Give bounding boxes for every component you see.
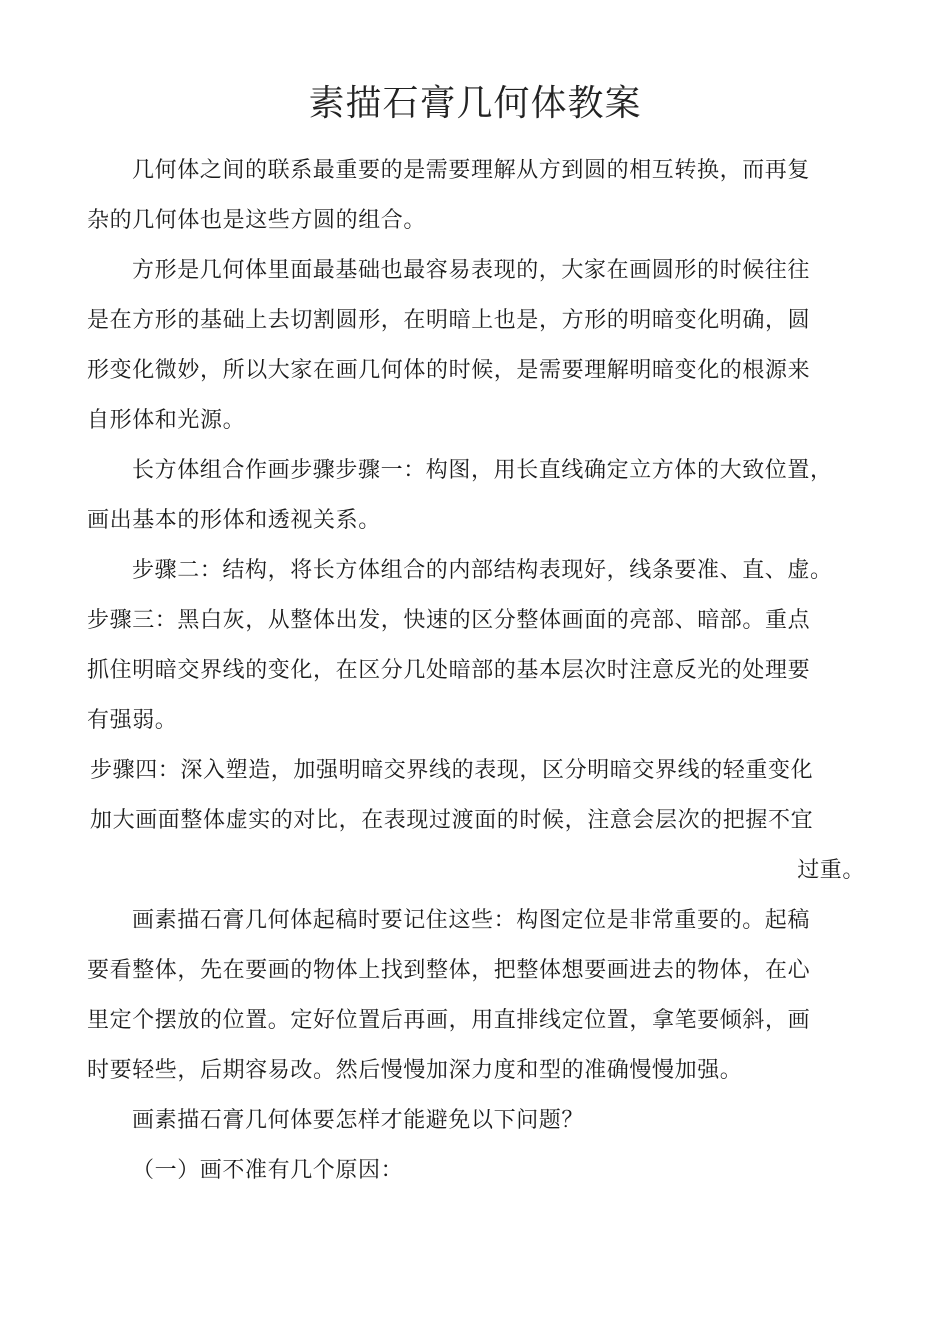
text-line: 时要轻些，后期容易改。然后慢慢加深力度和型的准确慢慢加强。 xyxy=(87,1058,743,1083)
text-line: 画出基本的形体和透视关系。 xyxy=(87,508,381,533)
text-line: 抓住明暗交界线的变化，在区分几处暗部的基本层次时注意反光的处理要 xyxy=(87,658,811,683)
text-line: 步骤四：深入塑造，加强明暗交界线的表现，区分明暗交界线的轻重变化 xyxy=(90,758,814,783)
text-line: （一）画不准有几个原因： xyxy=(132,1158,404,1183)
text-line: 自形体和光源。 xyxy=(87,408,246,433)
text-line: 画素描石膏几何体要怎样才能避免以下问题？ xyxy=(132,1108,585,1133)
text-line: 步骤三：黑白灰，从整体出发，快速的区分整体画面的亮部、暗部。重点 xyxy=(87,608,811,633)
text-line: 过重。 xyxy=(797,858,865,883)
text-line: 里定个摆放的位置。定好位置后再画，用直排线定位置，拿笔要倾斜，画 xyxy=(87,1008,811,1033)
page-title: 素描石膏几何体教案 xyxy=(308,83,642,124)
text-line: 几何体之间的联系最重要的是需要理解从方到圆的相互转换，而再复 xyxy=(132,158,811,183)
text-line: 长方体组合作画步骤步骤一：构图，用长直线确定立方体的大致位置， xyxy=(132,458,833,483)
text-line: 杂的几何体也是这些方圆的组合。 xyxy=(87,208,427,233)
text-line: 是在方形的基础上去切割圆形，在明暗上也是，方形的明暗变化明确，圆 xyxy=(87,308,811,333)
text-line: 方形是几何体里面最基础也最容易表现的，大家在画圆形的时候往往 xyxy=(132,258,811,283)
text-line: 画素描石膏几何体起稿时要记住这些：构图定位是非常重要的。起稿 xyxy=(132,908,811,933)
text-line: 要看整体，先在要画的物体上找到整体，把整体想要画进去的物体，在心 xyxy=(87,958,811,983)
text-line: 步骤二：结构，将长方体组合的内部结构表现好，线条要准、直、虚。 xyxy=(132,558,833,583)
text-line: 有强弱。 xyxy=(87,708,178,733)
text-line: 形变化微妙，所以大家在画几何体的时候，是需要理解明暗变化的根源来 xyxy=(87,358,811,383)
document-body xyxy=(87,146,877,1196)
text-line: 加大画面整体虚实的对比，在表现过渡面的时候，注意会层次的把握不宜 xyxy=(90,808,814,833)
